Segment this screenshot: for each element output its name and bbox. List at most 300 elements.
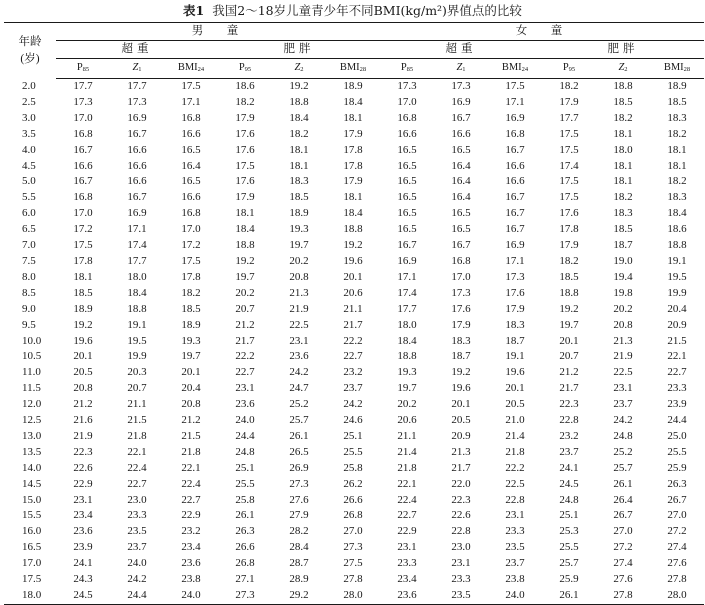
value-cell: 17.9 <box>235 111 255 124</box>
value-cell: 26.8 <box>235 557 255 570</box>
value-cell: 20.8 <box>289 270 309 283</box>
age-cell: 5.0 <box>22 175 36 188</box>
value-cell: 23.3 <box>397 557 417 570</box>
value-cell: 21.1 <box>127 398 147 411</box>
value-cell: 19.1 <box>667 254 687 267</box>
value-cell: 18.8 <box>559 286 579 299</box>
value-cell: 16.8 <box>181 111 201 124</box>
value-cell: 19.7 <box>235 270 255 283</box>
value-cell: 18.9 <box>289 207 309 220</box>
value-cell: 20.8 <box>613 318 633 331</box>
value-cell: 19.2 <box>451 366 471 379</box>
value-cell: 20.5 <box>73 366 93 379</box>
value-cell: 17.2 <box>73 223 93 236</box>
value-cell: 24.4 <box>127 589 147 601</box>
value-cell: 21.3 <box>613 334 633 347</box>
value-cell: 23.6 <box>181 557 201 570</box>
table-row <box>4 493 704 509</box>
age-cell: 2.0 <box>22 79 36 92</box>
value-cell: 23.6 <box>73 525 93 538</box>
value-cell: 17.9 <box>235 191 255 204</box>
age-cell: 12.0 <box>22 398 42 411</box>
value-cell: 16.9 <box>451 95 471 108</box>
value-cell: 20.6 <box>343 286 363 299</box>
caption-label: 表1 <box>183 3 205 18</box>
value-cell: 28.2 <box>289 525 309 538</box>
value-cell: 22.3 <box>559 398 579 411</box>
value-cell: 19.2 <box>73 318 93 331</box>
value-cell: 16.6 <box>181 127 201 140</box>
value-cell: 23.6 <box>397 589 417 601</box>
value-cell: 23.7 <box>505 557 525 570</box>
col-header-z2: $Z_2$ <box>272 59 326 79</box>
value-cell: 17.3 <box>451 80 471 92</box>
value-cell: 23.1 <box>289 334 309 347</box>
value-cell: 16.6 <box>451 127 471 140</box>
age-cell: 11.5 <box>22 382 41 395</box>
value-cell: 28.0 <box>667 589 687 601</box>
value-cell: 23.3 <box>127 509 147 522</box>
age-cell: 3.0 <box>22 111 36 124</box>
value-cell: 25.5 <box>343 445 363 458</box>
value-cell: 18.7 <box>613 239 633 252</box>
table-row <box>4 381 704 397</box>
value-cell: 20.1 <box>73 350 93 363</box>
col-header-p95: $P_{95}$ <box>218 59 272 79</box>
value-cell: 18.8 <box>235 239 255 252</box>
value-cell: 25.5 <box>559 541 579 554</box>
value-cell: 21.2 <box>73 398 93 411</box>
value-cell: 24.2 <box>127 573 147 586</box>
value-cell: 24.5 <box>559 477 579 490</box>
value-cell: 20.7 <box>127 382 147 395</box>
value-cell: 24.0 <box>181 589 201 601</box>
value-cell: 18.2 <box>667 175 687 188</box>
value-cell: 23.5 <box>127 525 147 538</box>
value-cell: 16.5 <box>451 207 471 220</box>
value-cell: 19.7 <box>397 382 417 395</box>
value-cell: 25.9 <box>667 461 687 474</box>
value-cell: 17.1 <box>127 223 147 236</box>
value-cell: 17.2 <box>181 239 201 252</box>
value-cell: 21.2 <box>181 414 201 427</box>
value-cell: 16.6 <box>505 175 525 188</box>
value-cell: 18.1 <box>667 159 687 172</box>
value-cell: 18.4 <box>397 334 417 347</box>
value-cell: 16.5 <box>451 223 471 236</box>
value-cell: 21.2 <box>559 366 579 379</box>
value-cell: 16.8 <box>505 127 525 140</box>
value-cell: 20.1 <box>505 382 525 395</box>
value-cell: 18.4 <box>235 223 255 236</box>
age-cell: 4.0 <box>22 143 36 156</box>
value-cell: 26.2 <box>343 477 363 490</box>
table-row <box>4 429 704 445</box>
value-cell: 26.1 <box>289 429 309 442</box>
table-row <box>4 238 704 254</box>
value-cell: 23.9 <box>73 541 93 554</box>
value-cell: 18.1 <box>613 175 633 188</box>
value-cell: 18.3 <box>289 175 309 188</box>
value-cell: 22.0 <box>451 477 471 490</box>
value-cell: 22.2 <box>505 461 525 474</box>
value-cell: 16.6 <box>127 159 147 172</box>
value-cell: 19.2 <box>235 254 255 267</box>
value-cell: 20.1 <box>451 398 471 411</box>
value-cell: 25.1 <box>235 461 255 474</box>
value-cell: 16.6 <box>127 175 147 188</box>
table-row <box>4 127 704 143</box>
age-cell: 14.5 <box>22 477 42 490</box>
value-cell: 23.4 <box>397 573 417 586</box>
value-cell: 22.7 <box>235 366 255 379</box>
value-cell: 16.7 <box>505 207 525 220</box>
value-cell: 18.8 <box>289 95 309 108</box>
value-cell: 23.0 <box>127 493 147 506</box>
value-cell: 23.1 <box>451 557 471 570</box>
value-cell: 21.8 <box>181 445 201 458</box>
value-cell: 17.1 <box>505 95 525 108</box>
value-cell: 18.0 <box>127 270 147 283</box>
value-cell: 16.8 <box>451 254 471 267</box>
table-row <box>4 556 704 572</box>
value-cell: 16.5 <box>397 175 417 188</box>
value-cell: 23.7 <box>559 445 579 458</box>
table-row <box>4 508 704 524</box>
value-cell: 17.1 <box>397 270 417 283</box>
value-cell: 17.3 <box>127 95 147 108</box>
value-cell: 21.7 <box>343 318 363 331</box>
value-cell: 19.4 <box>613 270 633 283</box>
table-body <box>4 79 704 605</box>
value-cell: 22.1 <box>181 461 201 474</box>
age-column-header <box>4 23 56 79</box>
table-row <box>4 190 704 206</box>
value-cell: 23.6 <box>235 398 255 411</box>
value-cell: 23.0 <box>451 541 471 554</box>
value-cell: 17.5 <box>181 80 201 92</box>
value-cell: 19.5 <box>667 270 687 283</box>
value-cell: 18.7 <box>451 350 471 363</box>
value-cell: 18.5 <box>559 270 579 283</box>
value-cell: 19.2 <box>289 80 309 92</box>
value-cell: 18.2 <box>235 95 255 108</box>
value-cell: 19.8 <box>613 286 633 299</box>
value-cell: 17.5 <box>235 159 255 172</box>
value-cell: 17.1 <box>505 254 525 267</box>
age-cell: 15.5 <box>22 509 42 522</box>
value-cell: 17.8 <box>343 143 363 156</box>
female-group-header: 女 童 <box>380 23 704 41</box>
value-cell: 23.8 <box>181 573 201 586</box>
value-cell: 23.1 <box>613 382 633 395</box>
value-cell: 16.5 <box>397 223 417 236</box>
value-cell: 18.6 <box>667 223 687 236</box>
caption-title: 我国2～18岁儿童青少年不同BMI(kg/m²)界值点的比较 <box>212 3 522 18</box>
value-cell: 21.0 <box>505 414 525 427</box>
value-cell: 19.3 <box>289 223 309 236</box>
value-cell: 26.5 <box>289 445 309 458</box>
value-cell: 21.3 <box>289 286 309 299</box>
value-cell: 18.8 <box>127 302 147 315</box>
value-cell: 18.8 <box>613 80 633 92</box>
female-overweight-header: 超重 <box>380 41 542 59</box>
table-row <box>4 572 704 588</box>
value-cell: 18.9 <box>343 80 363 92</box>
value-cell: 17.9 <box>505 302 525 315</box>
value-cell: 22.9 <box>397 525 417 538</box>
value-cell: 27.3 <box>289 477 309 490</box>
value-cell: 23.3 <box>451 573 471 586</box>
value-cell: 20.5 <box>505 398 525 411</box>
value-cell: 19.0 <box>613 254 633 267</box>
value-cell: 18.2 <box>613 191 633 204</box>
value-cell: 19.1 <box>505 350 525 363</box>
value-cell: 21.8 <box>505 445 525 458</box>
value-cell: 18.1 <box>289 143 309 156</box>
value-cell: 26.4 <box>613 493 633 506</box>
table-row <box>4 222 704 238</box>
value-cell: 23.2 <box>559 429 579 442</box>
value-cell: 20.3 <box>127 366 147 379</box>
value-cell: 16.7 <box>505 191 525 204</box>
age-cell: 16.0 <box>22 525 42 538</box>
value-cell: 26.8 <box>343 509 363 522</box>
value-cell: 19.6 <box>505 366 525 379</box>
value-cell: 22.8 <box>559 414 579 427</box>
value-cell: 18.0 <box>613 143 633 156</box>
value-cell: 28.4 <box>289 541 309 554</box>
value-cell: 24.2 <box>613 414 633 427</box>
value-cell: 24.5 <box>73 589 93 601</box>
value-cell: 23.7 <box>613 398 633 411</box>
value-cell: 16.9 <box>505 111 525 124</box>
value-cell: 18.2 <box>667 127 687 140</box>
value-cell: 18.1 <box>343 191 363 204</box>
value-cell: 18.3 <box>667 111 687 124</box>
value-cell: 25.7 <box>559 557 579 570</box>
value-cell: 18.7 <box>505 334 525 347</box>
value-cell: 18.5 <box>181 302 201 315</box>
value-cell: 21.7 <box>235 334 255 347</box>
value-cell: 25.1 <box>559 509 579 522</box>
value-cell: 16.4 <box>451 191 471 204</box>
value-cell: 19.7 <box>181 350 201 363</box>
value-cell: 21.8 <box>127 429 147 442</box>
value-cell: 25.9 <box>559 573 579 586</box>
value-cell: 23.1 <box>73 493 93 506</box>
value-cell: 16.7 <box>397 239 417 252</box>
value-cell: 17.5 <box>559 191 579 204</box>
value-cell: 18.3 <box>451 334 471 347</box>
value-cell: 19.9 <box>127 350 147 363</box>
value-cell: 17.5 <box>181 254 201 267</box>
value-cell: 18.9 <box>73 302 93 315</box>
value-cell: 27.2 <box>667 525 687 538</box>
value-cell: 16.5 <box>397 159 417 172</box>
value-cell: 22.5 <box>613 366 633 379</box>
value-cell: 16.9 <box>127 111 147 124</box>
value-cell: 18.2 <box>559 80 579 92</box>
value-cell: 20.2 <box>289 254 309 267</box>
value-cell: 26.1 <box>559 589 579 601</box>
value-cell: 22.6 <box>451 509 471 522</box>
value-cell: 16.5 <box>451 143 471 156</box>
age-cell: 14.0 <box>22 461 42 474</box>
value-cell: 17.0 <box>181 223 201 236</box>
value-cell: 28.7 <box>289 557 309 570</box>
value-cell: 21.9 <box>73 429 93 442</box>
value-cell: 21.5 <box>667 334 687 347</box>
age-cell: 13.5 <box>22 445 42 458</box>
value-cell: 23.6 <box>289 350 309 363</box>
value-cell: 20.9 <box>667 318 687 331</box>
age-cell: 9.0 <box>22 302 36 315</box>
value-cell: 18.3 <box>667 191 687 204</box>
col-header-bmi24: $BMI_{24}$ <box>488 59 542 79</box>
age-cell: 8.5 <box>22 286 36 299</box>
value-cell: 23.2 <box>343 366 363 379</box>
value-cell: 21.1 <box>343 302 363 315</box>
value-cell: 25.5 <box>235 477 255 490</box>
value-cell: 17.6 <box>235 127 255 140</box>
value-cell: 22.7 <box>397 509 417 522</box>
value-cell: 17.4 <box>559 159 579 172</box>
age-cell: 7.0 <box>22 239 36 252</box>
table-row <box>4 95 704 111</box>
age-cell: 13.0 <box>22 429 42 442</box>
value-cell: 18.6 <box>235 80 255 92</box>
value-cell: 22.7 <box>127 477 147 490</box>
value-cell: 17.5 <box>559 127 579 140</box>
value-cell: 27.8 <box>667 573 687 586</box>
value-cell: 21.7 <box>451 461 471 474</box>
table-row <box>4 461 704 477</box>
col-header-z1: $Z_1$ <box>110 59 164 79</box>
value-cell: 16.7 <box>505 143 525 156</box>
value-cell: 16.5 <box>181 175 201 188</box>
value-cell: 25.8 <box>235 493 255 506</box>
value-cell: 24.1 <box>73 557 93 570</box>
value-cell: 25.1 <box>343 429 363 442</box>
value-cell: 19.2 <box>559 302 579 315</box>
value-cell: 21.4 <box>397 445 417 458</box>
value-cell: 27.2 <box>613 541 633 554</box>
age-cell: 10.0 <box>22 334 42 347</box>
value-cell: 19.9 <box>667 286 687 299</box>
value-cell: 17.9 <box>559 239 579 252</box>
value-cell: 22.7 <box>667 366 687 379</box>
value-cell: 18.2 <box>289 127 309 140</box>
value-cell: 26.1 <box>235 509 255 522</box>
value-cell: 21.5 <box>181 429 201 442</box>
value-cell: 18.4 <box>343 95 363 108</box>
value-cell: 22.3 <box>73 445 93 458</box>
value-cell: 17.1 <box>181 95 201 108</box>
value-cell: 16.5 <box>181 143 201 156</box>
value-cell: 25.8 <box>343 461 363 474</box>
value-cell: 26.9 <box>289 461 309 474</box>
value-cell: 20.5 <box>451 414 471 427</box>
value-cell: 22.4 <box>127 461 147 474</box>
value-cell: 20.1 <box>559 334 579 347</box>
bmi-cutoff-table <box>4 22 704 605</box>
value-cell: 17.3 <box>73 95 93 108</box>
value-cell: 27.1 <box>235 573 255 586</box>
value-cell: 16.6 <box>127 143 147 156</box>
age-cell: 15.0 <box>22 493 42 506</box>
age-cell: 16.5 <box>22 541 42 554</box>
value-cell: 27.0 <box>613 525 633 538</box>
value-cell: 23.7 <box>127 541 147 554</box>
value-cell: 16.7 <box>451 239 471 252</box>
table-row <box>4 334 704 350</box>
value-cell: 18.5 <box>613 95 633 108</box>
value-cell: 26.3 <box>667 477 687 490</box>
value-cell: 25.7 <box>289 414 309 427</box>
value-cell: 16.8 <box>73 191 93 204</box>
value-cell: 18.0 <box>397 318 417 331</box>
value-cell: 19.6 <box>343 254 363 267</box>
value-cell: 18.1 <box>343 111 363 124</box>
value-cell: 27.6 <box>667 557 687 570</box>
value-cell: 22.7 <box>343 350 363 363</box>
value-cell: 23.1 <box>235 382 255 395</box>
male-overweight-header: 超重 <box>56 41 218 59</box>
value-cell: 27.6 <box>613 573 633 586</box>
value-cell: 22.5 <box>505 477 525 490</box>
value-cell: 18.2 <box>559 254 579 267</box>
value-cell: 24.6 <box>343 414 363 427</box>
value-cell: 24.4 <box>667 414 687 427</box>
value-cell: 19.6 <box>451 382 471 395</box>
value-cell: 16.5 <box>397 207 417 220</box>
value-cell: 20.4 <box>667 302 687 315</box>
value-cell: 16.4 <box>451 159 471 172</box>
value-cell: 23.1 <box>505 509 525 522</box>
value-cell: 22.8 <box>505 493 525 506</box>
value-cell: 17.3 <box>397 80 417 92</box>
age-label: 年龄 <box>18 35 42 48</box>
value-cell: 18.2 <box>181 286 201 299</box>
value-cell: 22.4 <box>397 493 417 506</box>
value-cell: 25.3 <box>559 525 579 538</box>
value-cell: 16.4 <box>181 159 201 172</box>
value-cell: 17.6 <box>451 302 471 315</box>
value-cell: 27.4 <box>667 541 687 554</box>
table-row <box>4 143 704 159</box>
value-cell: 27.6 <box>289 493 309 506</box>
value-cell: 16.5 <box>397 191 417 204</box>
value-cell: 27.8 <box>343 573 363 586</box>
value-cell: 22.1 <box>397 477 417 490</box>
value-cell: 23.1 <box>397 541 417 554</box>
age-cell: 2.5 <box>22 95 36 108</box>
value-cell: 16.7 <box>451 111 471 124</box>
value-cell: 26.6 <box>343 493 363 506</box>
value-cell: 27.9 <box>289 509 309 522</box>
value-cell: 20.7 <box>559 350 579 363</box>
value-cell: 19.3 <box>181 334 201 347</box>
value-cell: 17.7 <box>559 111 579 124</box>
value-cell: 19.7 <box>289 239 309 252</box>
value-cell: 21.9 <box>613 350 633 363</box>
value-cell: 16.7 <box>127 191 147 204</box>
table-row <box>4 524 704 540</box>
value-cell: 17.6 <box>235 175 255 188</box>
value-cell: 17.8 <box>181 270 201 283</box>
value-cell: 24.8 <box>559 493 579 506</box>
